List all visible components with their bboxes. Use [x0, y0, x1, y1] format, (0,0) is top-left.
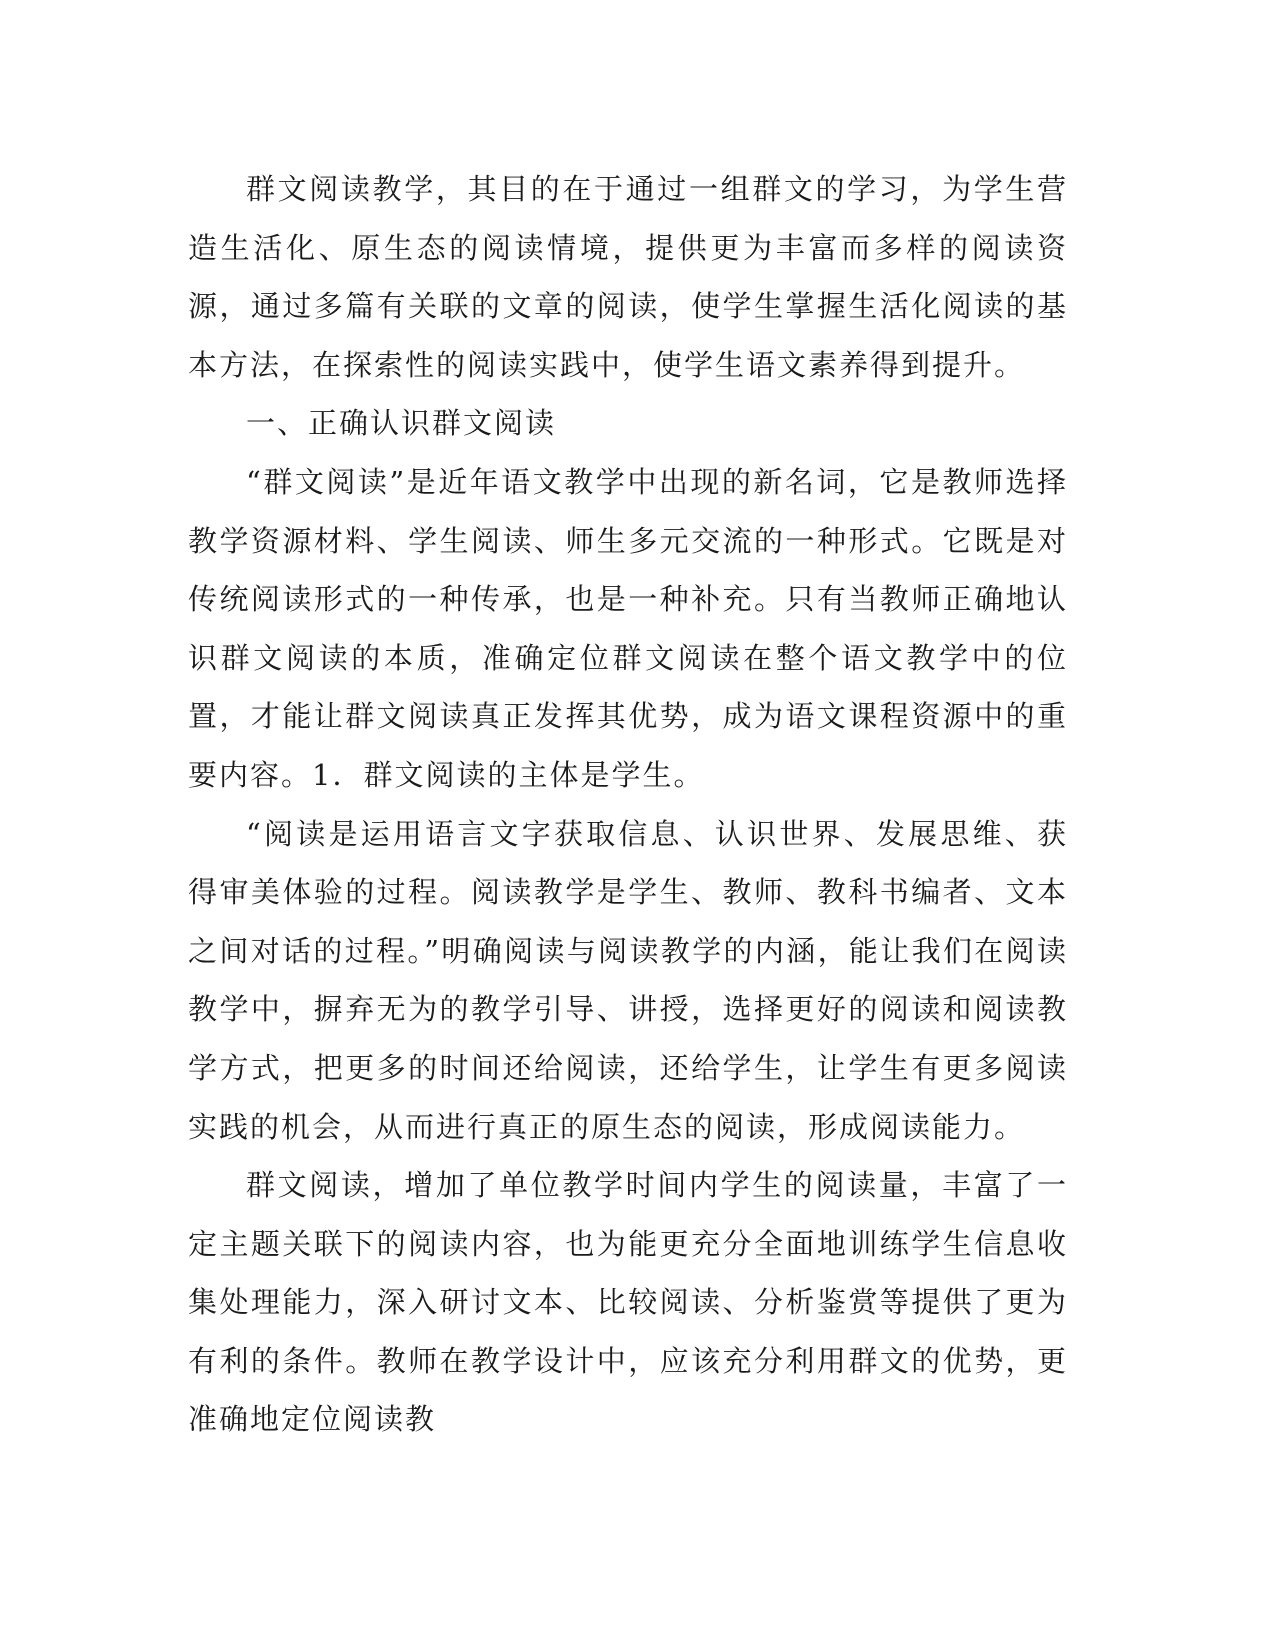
- paragraph-definition: “群文阅读”是近年语文教学中出现的新名词，它是教师选择教学资源材料、学生阅读、师生多元交流的一种形式。它既是对传统阅读形式的一种传承，也是一种补充。只有当教师正确地认识群文阅读的本质，准确定位群文阅读在整个语文教学中的位置，才能让群文阅读真正发挥其优势，成为语文课程资源中的重要内容。1．群文阅读的主体是学生。: [188, 464, 1068, 792]
- paragraph-intro: 群文阅读教学，其目的在于通过一组群文的学习，为学生营造生活化、原生态的阅读情境，提供更为丰富而多样的阅读资源，通过多篇有关联的文章的阅读，使学生掌握生活化阅读的基本方法，在探索性的阅读实践中，使学生语文素养得到提升。: [188, 172, 1068, 382]
- paragraph-advantages: 群文阅读，增加了单位教学时间内学生的阅读量，丰富了一定主题关联下的阅读内容，也为能更充分全面地训练学生信息收集处理能力，深入研讨文本、比较阅读、分析鉴赏等提供了更为有利的条件。教师在教学设计中，应该充分利用群文的优势，更准确地定位阅读教: [188, 1168, 1068, 1437]
- section-heading: 一、正确认识群文阅读: [246, 406, 557, 441]
- document-body: [188, 160, 1068, 1449]
- paragraph-quote: “阅读是运用语言文字获取信息、认识世界、发展思维、获得审美体验的过程。阅读教学是学生、教师、教科书编者、文本之间对话的过程。”明确阅读与阅读教学的内涵，能让我们在阅读教学中，摒弃无为的教学引导、讲授，选择更好的阅读和阅读教学方式，把更多的时间还给阅读，还给学生，让学生有更多阅读实践的机会，从而进行真正的原生态的阅读，形成阅读能力。: [188, 816, 1068, 1144]
